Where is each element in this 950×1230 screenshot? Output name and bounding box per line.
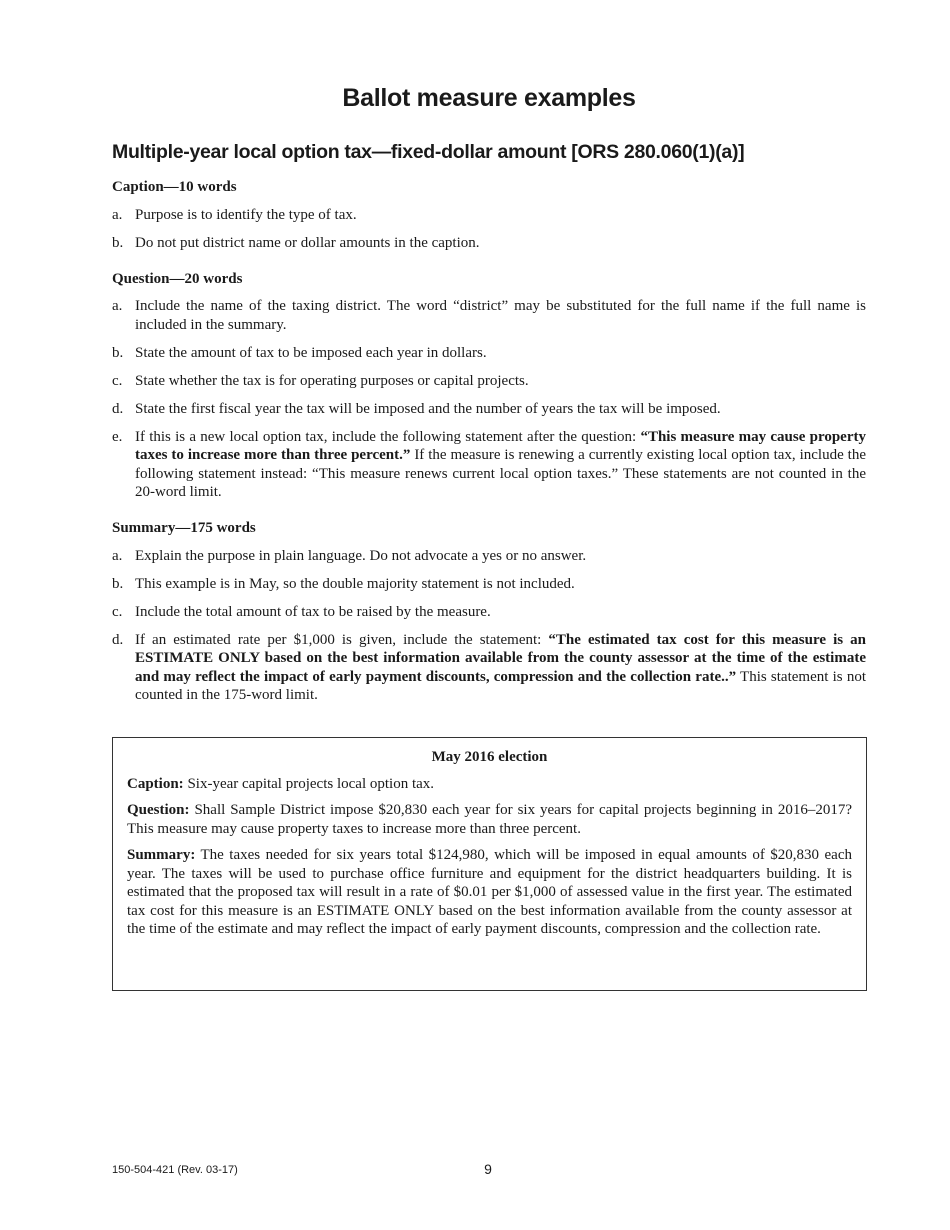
page-title: Ballot measure examples <box>342 84 636 112</box>
list-text: This example is in May, so the double majority statement is not included. <box>135 575 575 592</box>
list-marker: b. <box>112 575 124 592</box>
list-marker: b. <box>112 344 124 361</box>
example-summary-label: Summary: <box>127 847 196 863</box>
list-item <box>112 547 866 566</box>
list-item <box>112 575 866 594</box>
list-marker: d. <box>112 400 124 417</box>
list-text: State the amount of tax to be imposed each year in dollars. <box>135 344 487 361</box>
guidelines <box>112 178 866 714</box>
list-text: State whether the tax is for operating purposes or capital projects. <box>135 372 529 389</box>
list-item <box>112 297 866 334</box>
example-caption-label: Caption: <box>127 775 184 792</box>
list-text: Explain the purpose in plain language. Do not advocate a yes or no answer. <box>135 547 587 564</box>
example-caption <box>127 775 852 794</box>
list-text: Include the total amount of tax to be raised by the measure. <box>135 603 491 620</box>
list-text: If this is a new local option tax, include the following statement after the question: <box>135 428 641 445</box>
example-heading: May 2016 election <box>431 749 548 765</box>
example-question-label: Question: <box>127 802 190 818</box>
list-marker: c. <box>112 372 123 389</box>
list-text: If an estimated rate per $1,000 is given, include the statement: <box>135 631 549 648</box>
example-question-text: Shall Sample District impose $20,830 each year for six years for capital projects beginning in 2016–2017? This measure may cause property taxes to increase more than three percent. <box>127 802 852 837</box>
example-summary <box>127 846 852 939</box>
form-code: 150-504-421 (Rev. 03-17) <box>112 1164 238 1176</box>
page-number: 9 <box>484 1161 492 1177</box>
list-item <box>112 603 866 622</box>
list-item <box>112 372 866 391</box>
required-statement: “The estimated tax cost for this measure is an ESTIMATE ONLY based on the best information available from the county assessor at the time of the estimate and may reflect the impact of early payment discounts, compression and the collection rate..” <box>135 631 866 685</box>
summary-heading: Summary—175 words <box>112 520 256 536</box>
example-question <box>127 801 852 838</box>
list-text: Purpose is to identify the type of tax. <box>135 206 357 223</box>
list-item <box>112 344 866 363</box>
list-item <box>112 234 866 253</box>
example-summary-text: The taxes needed for six years total $124,980, which will be imposed in equal amounts of $20,830 each year. The taxes will be used to purchase office furniture and equipment for the district headquarters building. It is estimated that the proposed tax will result in a rate of $0.01 per $1,000 of assessed value in the first year. The estimated tax cost for this measure is an ESTIMATE ONLY based on the best information available from the county assessor at the time of the estimate and may reflect the impact of early payment discounts, compression and the collection rate. <box>127 847 852 937</box>
list-marker: d. <box>112 631 124 648</box>
question-list <box>112 297 866 502</box>
summary-list <box>112 547 866 705</box>
list-marker: a. <box>112 547 123 564</box>
list-item <box>112 631 866 705</box>
example-caption-text: Six-year capital projects local option tax. <box>183 775 435 792</box>
required-statement: “This measure may cause property taxes to increase more than three percent.” <box>135 428 866 463</box>
list-marker: b. <box>112 234 124 251</box>
list-text: Include the name of the taxing district. The word “district” may be substituted for the full name if the full name is included in the summary. <box>135 298 866 333</box>
question-heading: Question—20 words <box>112 270 243 287</box>
list-text-continued: If the measure is renewing a currently existing local option tax, include the following statement instead: “This measure renews current local option taxes.” These statements are not counted in the 20-word limit. <box>135 447 866 500</box>
list-text: Do not put district name or dollar amounts in the caption. <box>135 234 480 251</box>
list-item <box>112 400 866 419</box>
caption-list <box>112 206 866 253</box>
section-title: Multiple-year local option tax—fixed-dollar amount [ORS 280.060(1)(a)] <box>112 141 745 163</box>
example-box <box>112 737 867 991</box>
list-marker: c. <box>112 603 123 620</box>
list-item <box>112 206 866 225</box>
caption-heading: Caption—10 words <box>112 179 237 195</box>
list-marker: a. <box>112 206 123 223</box>
list-item <box>112 428 866 502</box>
list-text-continued: This statement is not counted in the 175-word limit. <box>135 668 866 703</box>
list-text: State the first fiscal year the tax will be imposed and the number of years the tax will be imposed. <box>135 400 721 417</box>
list-marker: a. <box>112 298 123 314</box>
list-marker: e. <box>112 428 123 445</box>
